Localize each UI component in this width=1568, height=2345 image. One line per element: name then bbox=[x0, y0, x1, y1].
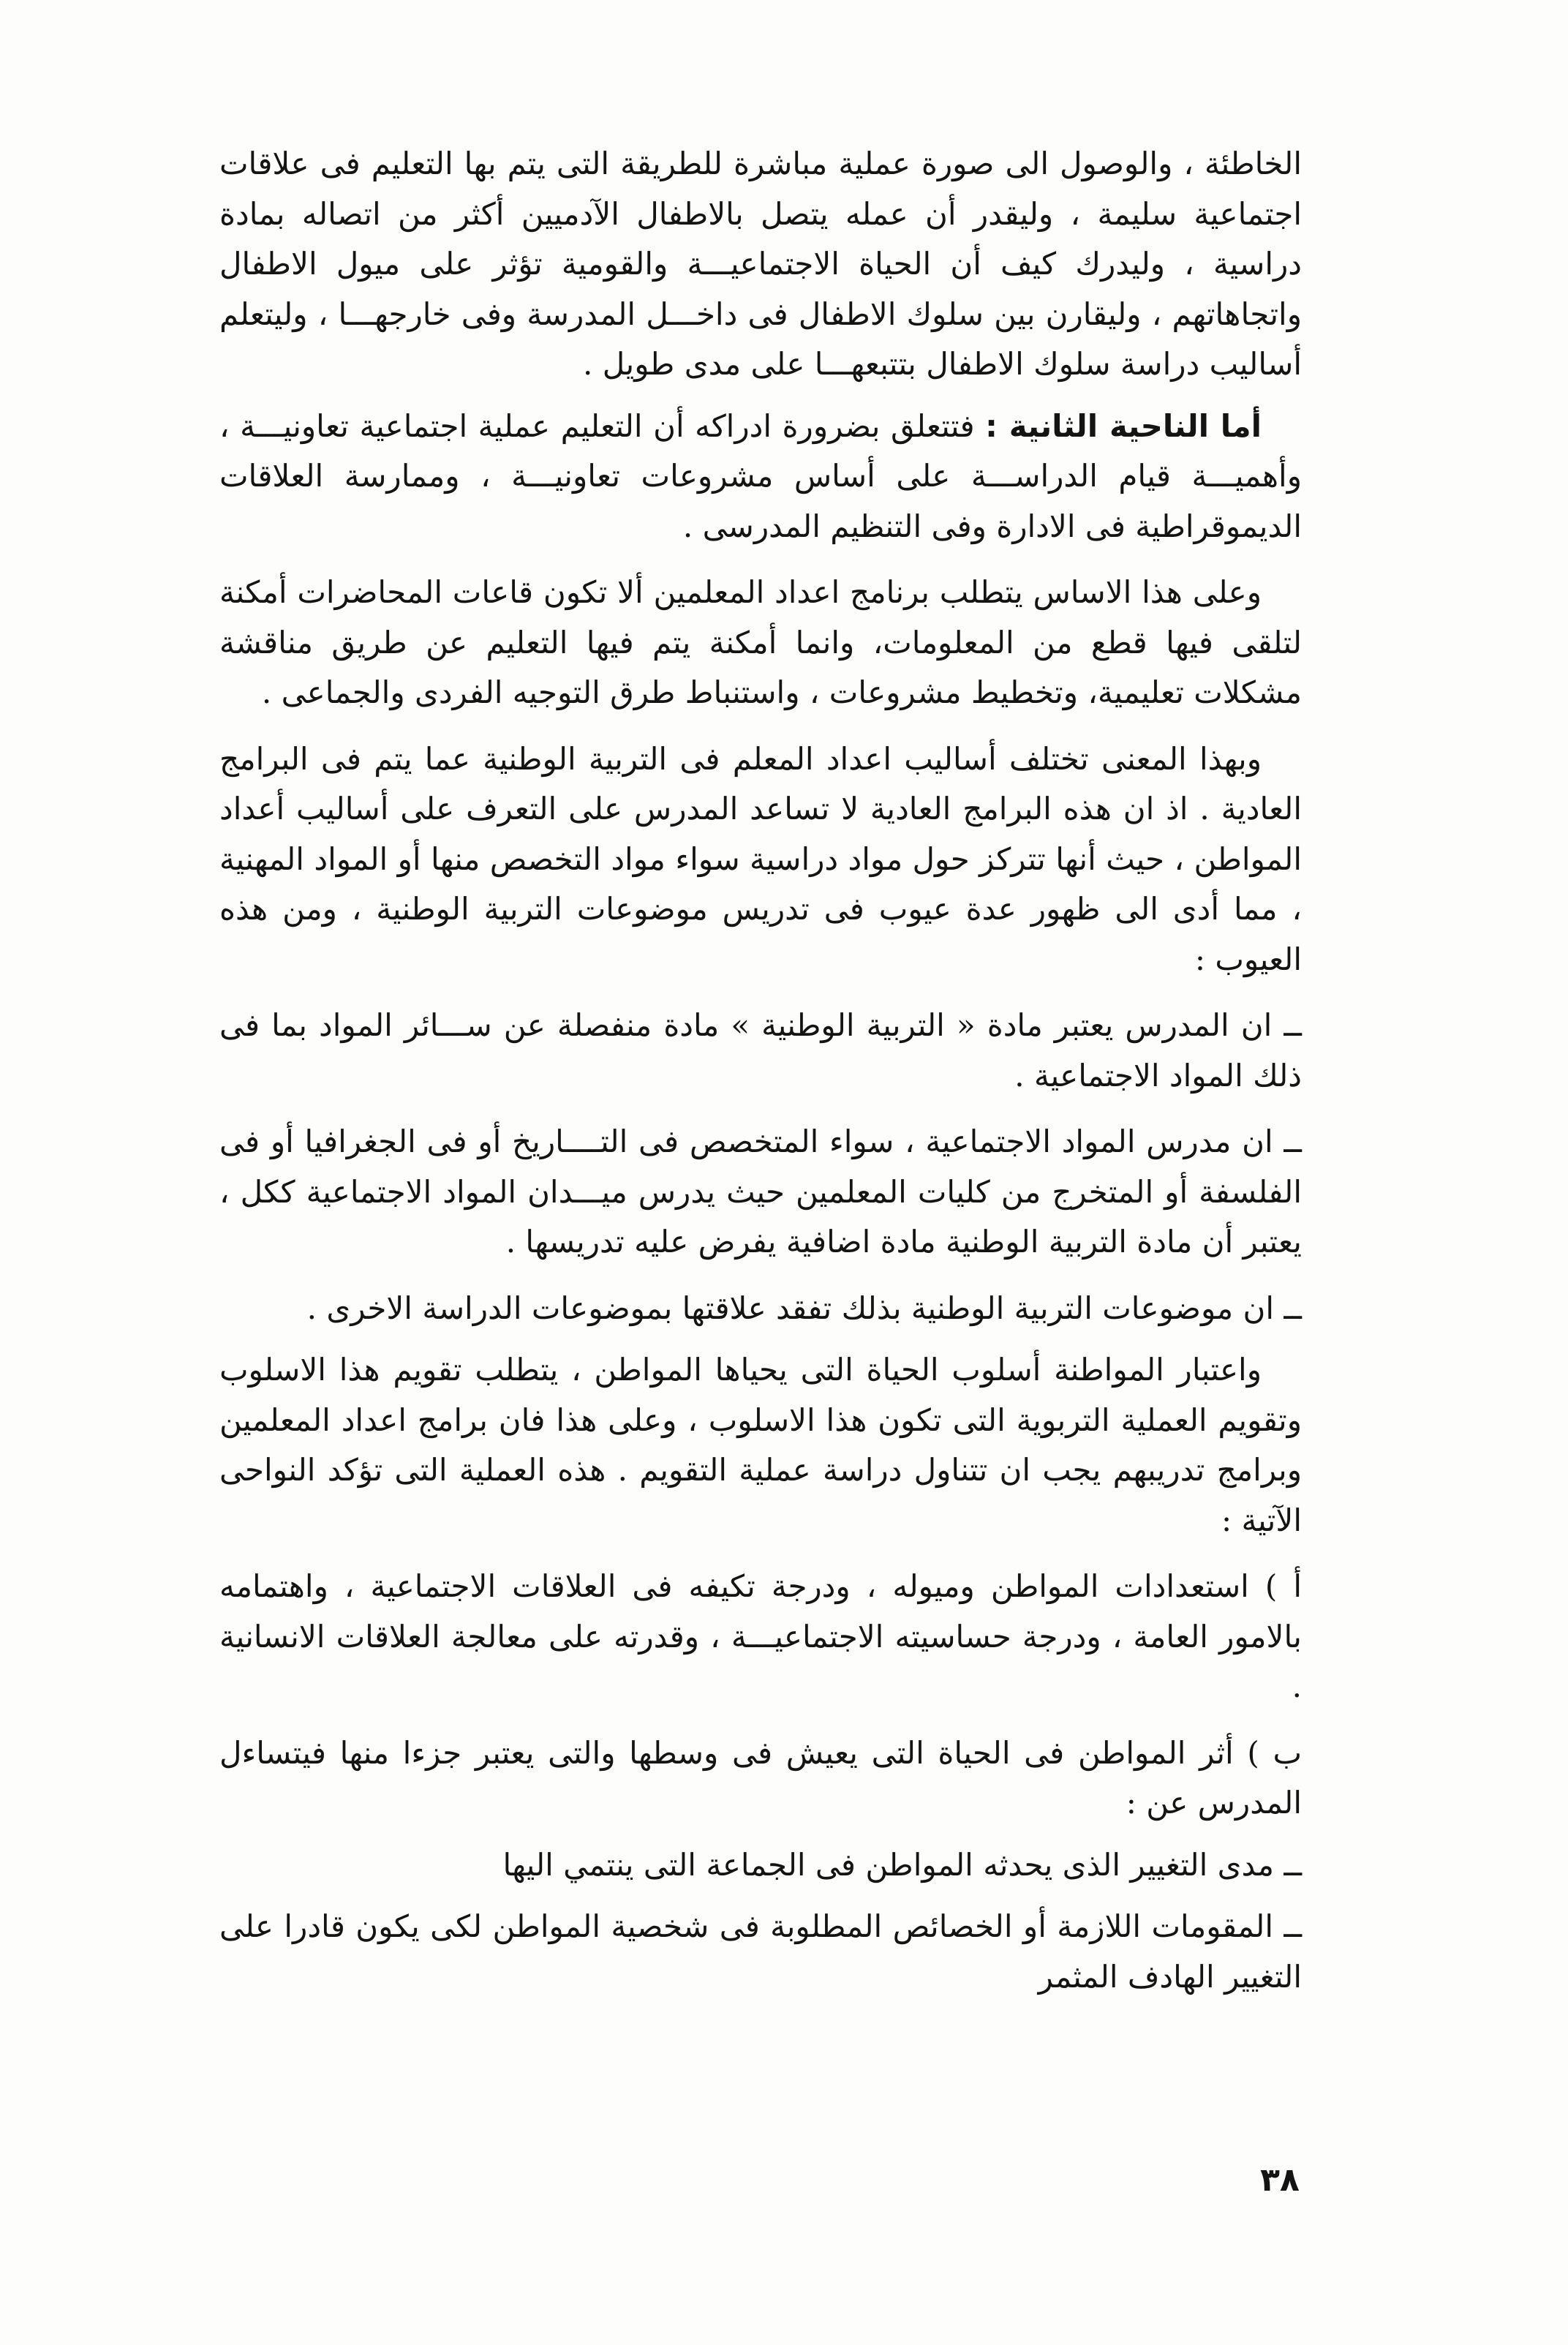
sub-bullet-2: ــ المقومات اللازمة أو الخصائص المطلوبة فى شخصية المواطن لكى يكون قادرا على التغيير الهادف المثمر bbox=[219, 1908, 1302, 1995]
paragraph-3: وعلى هذا الاساس يتطلب برنامج اعداد المعلمين ألا تكون قاعات المحاضرات أمكنة لتلقى فيها قطع من المعلومات، وانما أمكنة يتم فيها التعليم عن طريق مناقشة مشكلات تعليمية، وتخطيط مشروعات ، واستنباط طرق التوجيه الفردى والجماعى . bbox=[219, 574, 1302, 710]
paragraph-4: وبهذا المعنى تختلف أساليب اعداد المعلم فى التربية الوطنية عما يتم فى البرامج العادية . اذ ان هذه البرامج العادية لا تساعد المدرس على التعرف على أساليب أعداد المواطن ، حيث أنها تتركز حول مواد دراسية سواء مواد التخصص منها أو المواد المهنية ، مما أدى الى ظهور عدة عيوب فى تدريس موضوعات التربية الوطنية ، ومن هذه العيوب : bbox=[219, 740, 1302, 977]
paragraph-2-text: فتتعلق بضرورة ادراكه أن التعليم عملية اجتماعية تعاونيـــة ، وأهميـــة قيام الدراســـة على أساس مشروعات تعاونيـــة ، وممارسة العلاقات الديموقراطية فى الادارة وفى التنظيم المدرسى . bbox=[219, 407, 1302, 544]
item-b: ب ) أثر المواطن فى الحياة التى يعيش فى وسطها والتى يعتبر جزءا منها فيتساءل المدرس عن : bbox=[219, 1734, 1302, 1821]
sub-bullet-1: ــ مدى التغيير الذى يحدثه المواطن فى الجماعة التى ينتمي اليها bbox=[502, 1846, 1302, 1883]
bullet-2: ــ ان مدرس المواد الاجتماعية ، سواء المتخصص فى التــــاريخ أو فى الجغرافيا أو فى الفلسفة أو المتخرج من كليات المعلمين حيث يدرس ميـــدان المواد الاجتماعية ككل ، يعتبر أن مادة التربية الوطنية مادة اضافية يفرض عليه تدريسها . bbox=[219, 1123, 1302, 1260]
page-number: ٣٨ bbox=[1260, 2161, 1300, 2199]
paragraph-2 bbox=[219, 402, 1302, 552]
paragraph-5: واعتبار المواطنة أسلوب الحياة التى يحياها المواطن ، يتطلب تقويم هذا الاسلوب وتقويم العملية التربوية التى تكون هذا الاسلوب ، وعلى هذا فان برامج اعداد المعلمين وبرامج تدريبهم يجب ان تتناول دراسة عملية التقويم . هذه العملية التى تؤكد النواحى الآتية : bbox=[219, 1352, 1302, 1538]
bullet-1: ــ ان المدرس يعتبر مادة « التربية الوطنية » مادة منفصلة عن ســـائر المواد بما فى ذلك المواد الاجتماعية . bbox=[219, 1007, 1302, 1094]
page-body bbox=[219, 139, 1302, 2002]
paragraph-1: الخاطئة ، والوصول الى صورة عملية مباشرة للطريقة التى يتم بها التعليم فى علاقات اجتماعية سليمة ، وليقدر أن عمله يتصل بالاطفال الآدميين أكثر من اتصاله بمادة دراسية ، وليدرك كيف أن الحياة الاجتماعيـــة والقومية تؤثر على ميول الاطفال واتجاهاتهم ، وليقارن بين سلوك الاطفال فى داخـــل المدرسة وفى خارجهـــا ، وليتعلم أساليب دراسة سلوك الاطفال بتتبعهـــا على مدى طويل . bbox=[219, 146, 1302, 382]
bullet-3: ــ ان موضوعات التربية الوطنية بذلك تفقد علاقتها بموضوعات الدراسة الاخرى . bbox=[306, 1290, 1302, 1326]
paragraph-2-lead: أما الناحية الثانية : bbox=[985, 407, 1262, 444]
item-a: أ ) استعدادات المواطن وميوله ، ودرجة تكيفه فى العلاقات الاجتماعية ، واهتمامه بالامور العامة ، ودرجة حساسيته الاجتماعيـــة ، وقدرته على معالجة العلاقات الانسانية . bbox=[219, 1568, 1302, 1704]
